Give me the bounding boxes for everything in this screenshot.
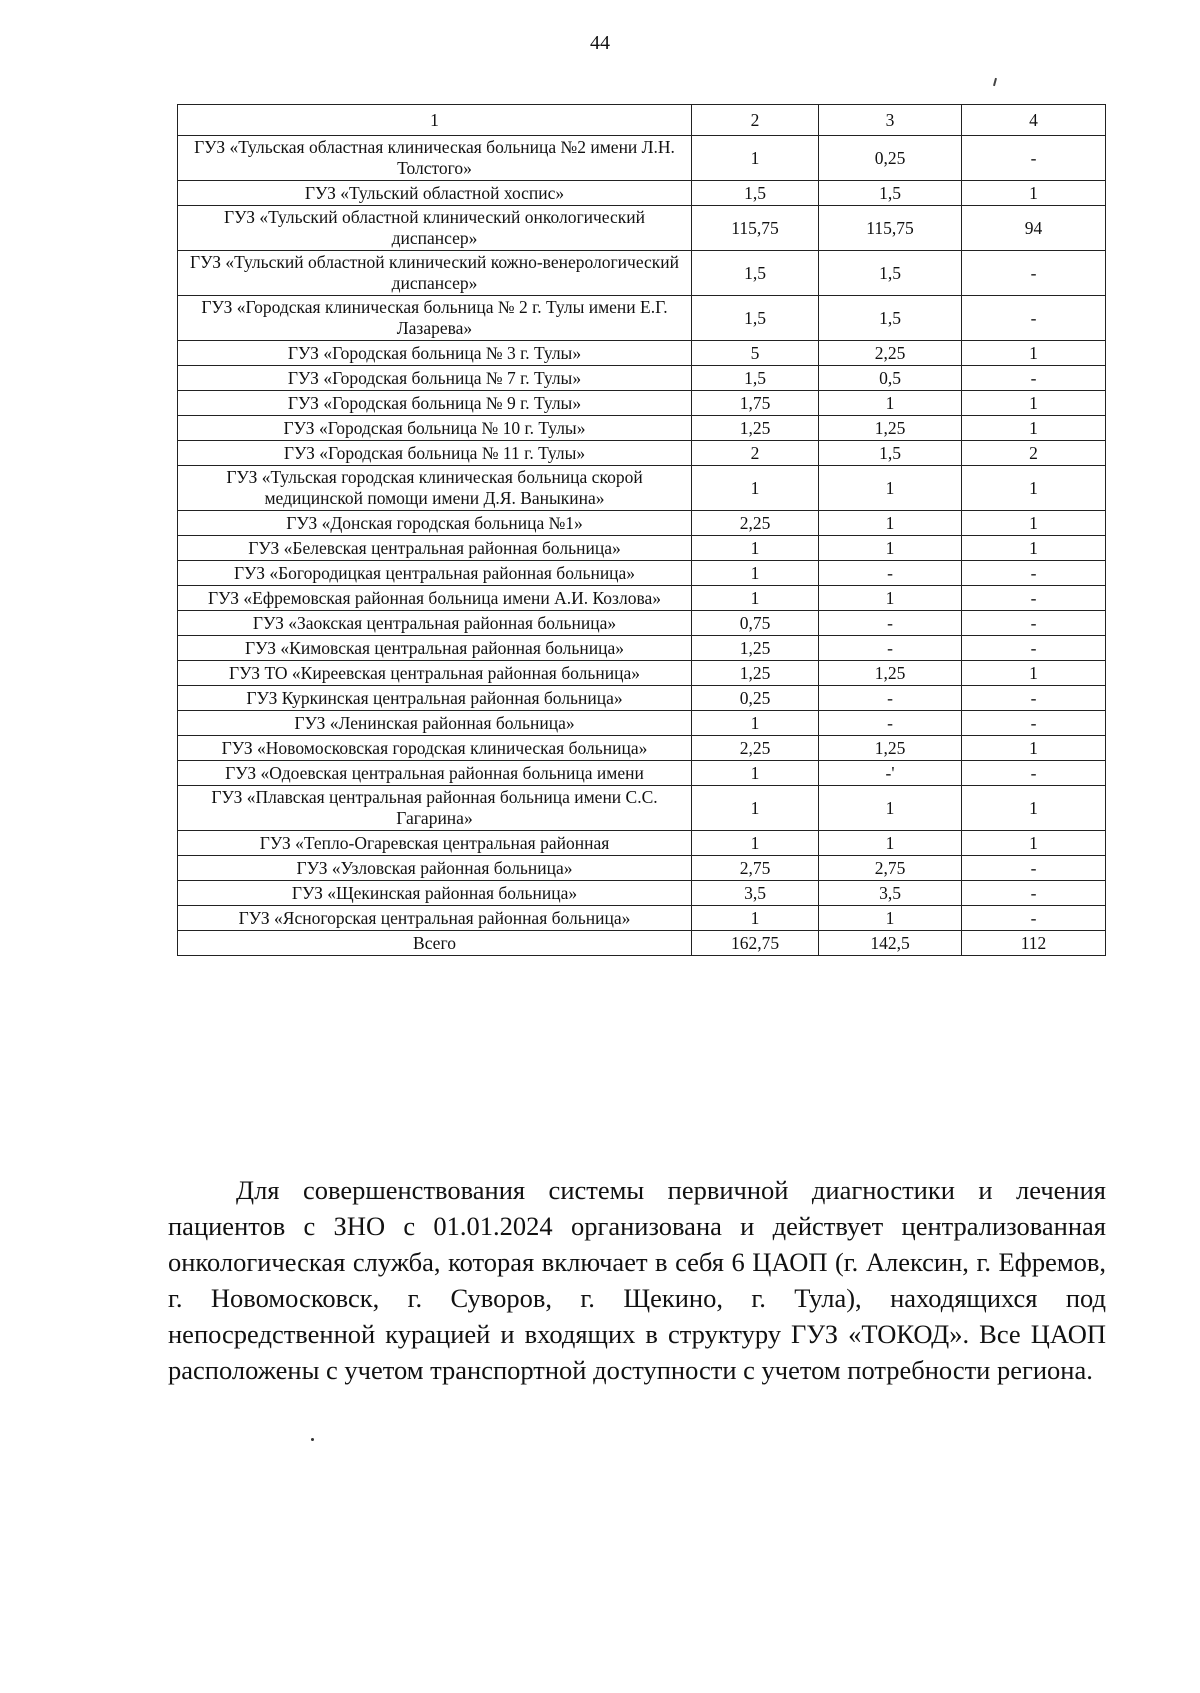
institution-name: ГУЗ «Одоевская центральная районная больница имени — [178, 761, 692, 786]
institution-name: ГУЗ «Тульская городская клиническая больница скорой медицинской помощи имени Д.Я. Ваныкина» — [178, 466, 692, 511]
value-cell: 2,25 — [692, 736, 819, 761]
table-row — [178, 906, 1106, 931]
scan-speck — [311, 1438, 314, 1441]
header-row — [178, 105, 1106, 136]
institution-name: ГУЗ «Тульская областная клиническая больница №2 имени Л.Н. Толстого» — [178, 136, 692, 181]
value-cell: 1 — [962, 736, 1106, 761]
value-cell: 1,25 — [819, 736, 962, 761]
table-row — [178, 341, 1106, 366]
total-value: 112 — [962, 931, 1106, 956]
value-cell: 115,75 — [819, 206, 962, 251]
value-cell: 1,5 — [692, 296, 819, 341]
institution-name: ГУЗ «Городская больница № 11 г. Тулы» — [178, 441, 692, 466]
value-cell: 94 — [962, 206, 1106, 251]
value-cell: 0,75 — [692, 611, 819, 636]
table-row — [178, 391, 1106, 416]
value-cell: - — [962, 366, 1106, 391]
institution-name: ГУЗ «Городская больница № 10 г. Тулы» — [178, 416, 692, 441]
value-cell: 1 — [962, 511, 1106, 536]
value-cell: - — [962, 296, 1106, 341]
value-cell: 1 — [962, 786, 1106, 831]
table-row — [178, 511, 1106, 536]
value-cell: - — [962, 686, 1106, 711]
institution-name: ГУЗ «Новомосковская городская клиническая больница» — [178, 736, 692, 761]
institution-name: ГУЗ «Городская больница № 7 г. Тулы» — [178, 366, 692, 391]
total-value: 162,75 — [692, 931, 819, 956]
institution-name: ГУЗ «Донская городская больница №1» — [178, 511, 692, 536]
value-cell: 2,75 — [819, 856, 962, 881]
value-cell: 115,75 — [692, 206, 819, 251]
table-row — [178, 206, 1106, 251]
institution-name: ГУЗ «Плавская центральная районная больница имени С.С. Гагарина» — [178, 786, 692, 831]
value-cell: - — [819, 611, 962, 636]
table-row — [178, 296, 1106, 341]
column-header: 3 — [819, 105, 962, 136]
value-cell: 1 — [819, 586, 962, 611]
value-cell: 1 — [819, 786, 962, 831]
column-header: 1 — [178, 105, 692, 136]
value-cell: 1 — [819, 536, 962, 561]
institution-name: ГУЗ «Щекинская районная больница» — [178, 881, 692, 906]
value-cell: - — [819, 711, 962, 736]
value-cell: 1 — [962, 831, 1106, 856]
body-paragraph: Для совершенствования системы первичной диагностики и лечения пациентов с ЗНО с 01.01.2024 организована и действует централизованная онкологическая служба, которая включает в себя 6 ЦАОП (г. Алексин, г. Ефремов, г. Новомосковск, г. Суворов, г. Щекино, г. Тула), находящихся под непосредственной курацией и входящих в структуру ГУЗ «ТОКОД». Все ЦАОП расположены с учетом транспортной доступности с учетом потребности региона. — [168, 1174, 1106, 1385]
value-cell: 1 — [962, 341, 1106, 366]
value-cell: 1,5 — [819, 441, 962, 466]
value-cell: 0,25 — [819, 136, 962, 181]
value-cell: 3,5 — [692, 881, 819, 906]
value-cell: 1,25 — [819, 661, 962, 686]
value-cell: 2 — [692, 441, 819, 466]
institution-name: ГУЗ «Кимовская центральная районная больница» — [178, 636, 692, 661]
value-cell: 2 — [962, 441, 1106, 466]
allocation-table — [177, 104, 1105, 956]
value-cell: - — [962, 561, 1106, 586]
value-cell: 1 — [962, 181, 1106, 206]
value-cell: 1 — [962, 416, 1106, 441]
institution-name: ГУЗ «Тульский областной хоспис» — [178, 181, 692, 206]
value-cell: 1 — [692, 466, 819, 511]
value-cell: - — [962, 711, 1106, 736]
institution-name: ГУЗ «Тульский областной клинический онкологический диспансер» — [178, 206, 692, 251]
value-cell: 1,25 — [819, 416, 962, 441]
value-cell: 1,5 — [692, 366, 819, 391]
value-cell: 1,25 — [692, 636, 819, 661]
value-cell: - — [819, 686, 962, 711]
total-value: 142,5 — [819, 931, 962, 956]
value-cell: 1,5 — [819, 251, 962, 296]
value-cell: - — [962, 906, 1106, 931]
institution-name: ГУЗ «Узловская районная больница» — [178, 856, 692, 881]
value-cell: -' — [819, 761, 962, 786]
value-cell: 1 — [819, 831, 962, 856]
total-label: Всего — [178, 931, 692, 956]
table-row — [178, 366, 1106, 391]
institution-name: ГУЗ «Городская клиническая больница № 2 г. Тулы имени Е.Г. Лазарева» — [178, 296, 692, 341]
value-cell: 5 — [692, 341, 819, 366]
value-cell: - — [962, 881, 1106, 906]
table-row — [178, 831, 1106, 856]
institution-name: ГУЗ ТО «Киреевская центральная районная больница» — [178, 661, 692, 686]
value-cell: 2,25 — [819, 341, 962, 366]
value-cell: 1 — [692, 711, 819, 736]
value-cell: 1 — [692, 906, 819, 931]
scan-mark — [993, 78, 997, 86]
value-cell: 1 — [962, 466, 1106, 511]
value-cell: 2,25 — [692, 511, 819, 536]
institution-name: ГУЗ «Ясногорская центральная районная больница» — [178, 906, 692, 931]
value-cell: - — [962, 136, 1106, 181]
table-row — [178, 856, 1106, 881]
value-cell: 0,5 — [819, 366, 962, 391]
table-row — [178, 881, 1106, 906]
table-row — [178, 441, 1106, 466]
table-row — [178, 686, 1106, 711]
institution-name: ГУЗ «Городская больница № 9 г. Тулы» — [178, 391, 692, 416]
value-cell: 1,5 — [692, 181, 819, 206]
value-cell: 1 — [819, 511, 962, 536]
page-number: 44 — [590, 32, 610, 54]
value-cell: 1 — [962, 391, 1106, 416]
value-cell: - — [962, 636, 1106, 661]
column-header: 4 — [962, 105, 1106, 136]
value-cell: 3,5 — [819, 881, 962, 906]
value-cell: 1 — [819, 391, 962, 416]
table-row — [178, 466, 1106, 511]
value-cell: 1,25 — [692, 416, 819, 441]
value-cell: 1 — [692, 586, 819, 611]
total-row — [178, 931, 1106, 956]
value-cell: - — [962, 611, 1106, 636]
value-cell: 1,75 — [692, 391, 819, 416]
institution-name: ГУЗ Куркинская центральная районная больница» — [178, 686, 692, 711]
table-body — [178, 136, 1106, 931]
table-row — [178, 761, 1106, 786]
value-cell: - — [962, 251, 1106, 296]
value-cell: - — [962, 761, 1106, 786]
value-cell: 1 — [819, 906, 962, 931]
value-cell: 0,25 — [692, 686, 819, 711]
table-row — [178, 561, 1106, 586]
table-row — [178, 536, 1106, 561]
value-cell: 1 — [692, 136, 819, 181]
value-cell: 1 — [692, 561, 819, 586]
value-cell: 1 — [962, 661, 1106, 686]
staff-table — [177, 104, 1106, 956]
table-row — [178, 611, 1106, 636]
value-cell: 1 — [692, 761, 819, 786]
value-cell: 1,25 — [692, 661, 819, 686]
value-cell: 1 — [692, 786, 819, 831]
value-cell: 1 — [692, 831, 819, 856]
table-row — [178, 181, 1106, 206]
value-cell: - — [819, 561, 962, 586]
institution-name: ГУЗ «Ленинская районная больница» — [178, 711, 692, 736]
value-cell: 1,5 — [692, 251, 819, 296]
institution-name: ГУЗ «Ефремовская районная больница имени А.И. Козлова» — [178, 586, 692, 611]
table-row — [178, 586, 1106, 611]
institution-name: ГУЗ «Городская больница № 3 г. Тулы» — [178, 341, 692, 366]
table-row — [178, 416, 1106, 441]
institution-name: ГУЗ «Белевская центральная районная больница» — [178, 536, 692, 561]
table-row — [178, 636, 1106, 661]
institution-name: ГУЗ «Богородицкая центральная районная больница» — [178, 561, 692, 586]
value-cell: 1,5 — [819, 296, 962, 341]
table-row — [178, 786, 1106, 831]
table-row — [178, 711, 1106, 736]
value-cell: - — [962, 586, 1106, 611]
institution-name: ГУЗ «Тульский областной клинический кожно-венерологический диспансер» — [178, 251, 692, 296]
table-row — [178, 736, 1106, 761]
table-row — [178, 251, 1106, 296]
table-row — [178, 661, 1106, 686]
value-cell: - — [819, 636, 962, 661]
value-cell: 1,5 — [819, 181, 962, 206]
value-cell: 1 — [692, 536, 819, 561]
column-header: 2 — [692, 105, 819, 136]
institution-name: ГУЗ «Тепло-Огаревская центральная районная — [178, 831, 692, 856]
value-cell: 1 — [819, 466, 962, 511]
value-cell: 1 — [962, 536, 1106, 561]
value-cell: - — [962, 856, 1106, 881]
value-cell: 2,75 — [692, 856, 819, 881]
institution-name: ГУЗ «Заокская центральная районная больница» — [178, 611, 692, 636]
table-row — [178, 136, 1106, 181]
